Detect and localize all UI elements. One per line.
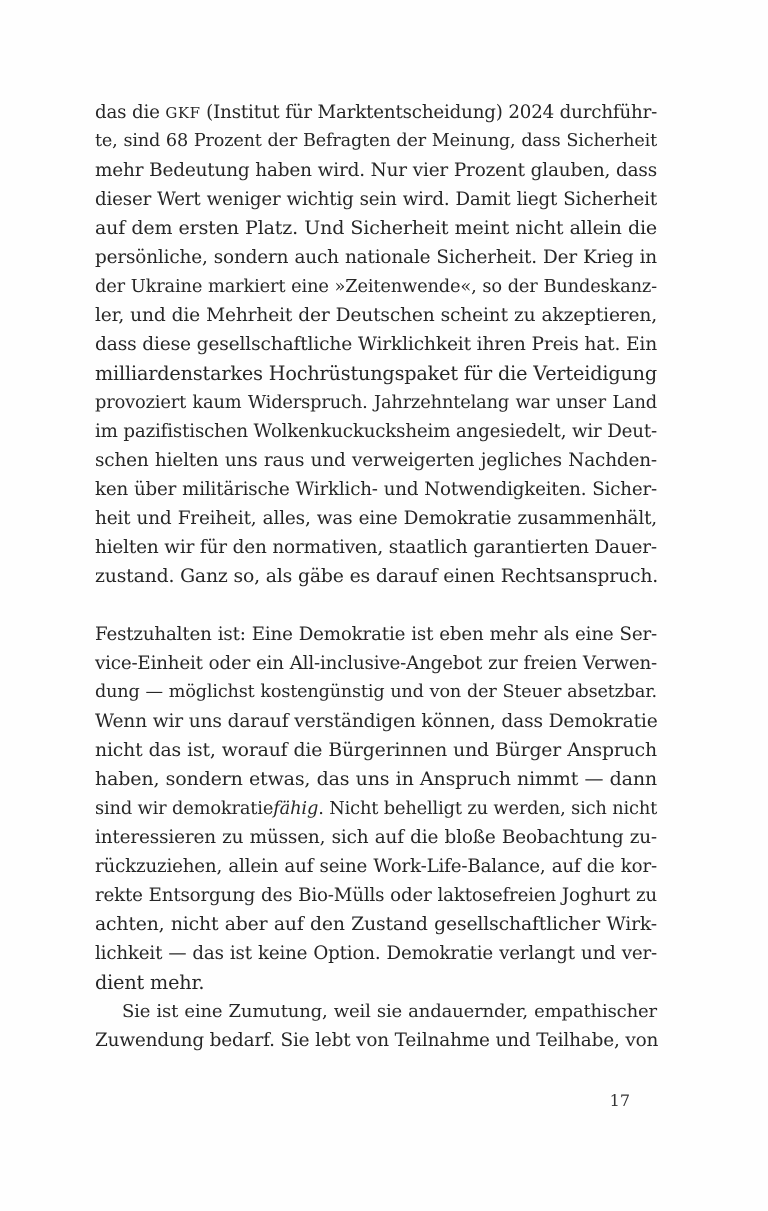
text-line: rekte Entsorgung des Bio-Mülls oder laktosefreien Joghurt zu (95, 885, 657, 906)
text-line: dient mehr. (95, 971, 205, 994)
text-line: provoziert kaum Widerspruch. Jahrzehntelang war unser Land (95, 392, 657, 413)
text-line: milliardenstarkes Hochrüstungspaket für die Verteidigung (95, 362, 658, 385)
text-line: im pazifistischen Wolkenkuckucksheim angesiedelt, wir Deut- (95, 421, 657, 442)
text-line: Wenn wir uns darauf verständigen können, dass Demokratie (95, 711, 658, 732)
text-line: te, sind 68 Prozent der Befragten der Meinung, dass Sicherheit (95, 131, 657, 151)
text-line: vice-Einheit oder ein All-inclusive-Angebot zur freien Verwen- (95, 653, 657, 674)
text-line: rückzuziehen, allein auf seine Work-Life-Balance, auf die kor- (95, 856, 657, 877)
emphasis: fähig (273, 798, 319, 819)
text-line: lichkeit — das ist keine Option. Demokratie verlangt und ver- (95, 943, 657, 964)
text-line: sind wir demokratiefähig. Nicht behelligt zu werden, sich nicht (95, 798, 658, 819)
text-line: ken über militärische Wirklich- und Notwendigkeiten. Sicher- (95, 479, 657, 500)
text-line: nicht das ist, worauf die Bürgerinnen und Bürger Anspruch (95, 740, 657, 761)
abbreviation: GKF (165, 104, 201, 122)
text-line: das die GKF (Institut für Marktentscheidung) 2024 durchführ- (95, 102, 658, 123)
text-line: Festzuhalten ist: Eine Demokratie ist eben mehr als eine Ser- (95, 624, 657, 645)
text-line: mehr Bedeutung haben wird. Nur vier Prozent glauben, dass (95, 160, 657, 181)
text-line: der Ukraine markiert eine »Zeitenwende«, so der Bundeskanz- (95, 276, 657, 297)
text-line: heit und Freiheit, alles, was eine Demokratie zusammenhält, (95, 508, 657, 529)
text-line: schen hielten uns raus und verweigerten jegliches Nachden- (95, 450, 657, 471)
text-line: interessieren zu müssen, sich auf die bloße Beobachtung zu- (95, 827, 657, 848)
text-line: hielten wir für den normativen, staatlich garantierten Dauer- (95, 537, 657, 558)
text-line: achten, nicht aber auf den Zustand gesellschaftlicher Wirk- (95, 914, 657, 935)
text-line: dass diese gesellschaftliche Wirklichkeit ihren Preis hat. Ein (95, 334, 658, 355)
text-line: Sie ist eine Zumutung, weil sie andauernder, empathischer (122, 1001, 657, 1022)
text-line: Zuwendung bedarf. Sie lebt von Teilnahme und Teilhabe, von (95, 1030, 659, 1051)
text-line: zustand. Ganz so, als gäbe es darauf einen Rechtsanspruch. (95, 566, 659, 587)
text-line: ler, und die Mehrheit der Deutschen scheint zu akzeptieren, (95, 305, 657, 326)
text-line: persönliche, sondern auch nationale Sicherheit. Der Krieg in (95, 247, 657, 268)
text-line: auf dem ersten Platz. Und Sicherheit meint nicht allein die (95, 217, 657, 239)
text-line: haben, sondern etwas, das uns in Anspruch nimmt — dann (95, 768, 657, 790)
text-line: dung — möglichst kostengünstig und von der Steuer absetzbar. (95, 682, 657, 702)
text-line: dieser Wert weniger wichtig sein wird. Damit liegt Sicherheit (95, 189, 657, 210)
page-number: 17 (609, 1091, 630, 1110)
